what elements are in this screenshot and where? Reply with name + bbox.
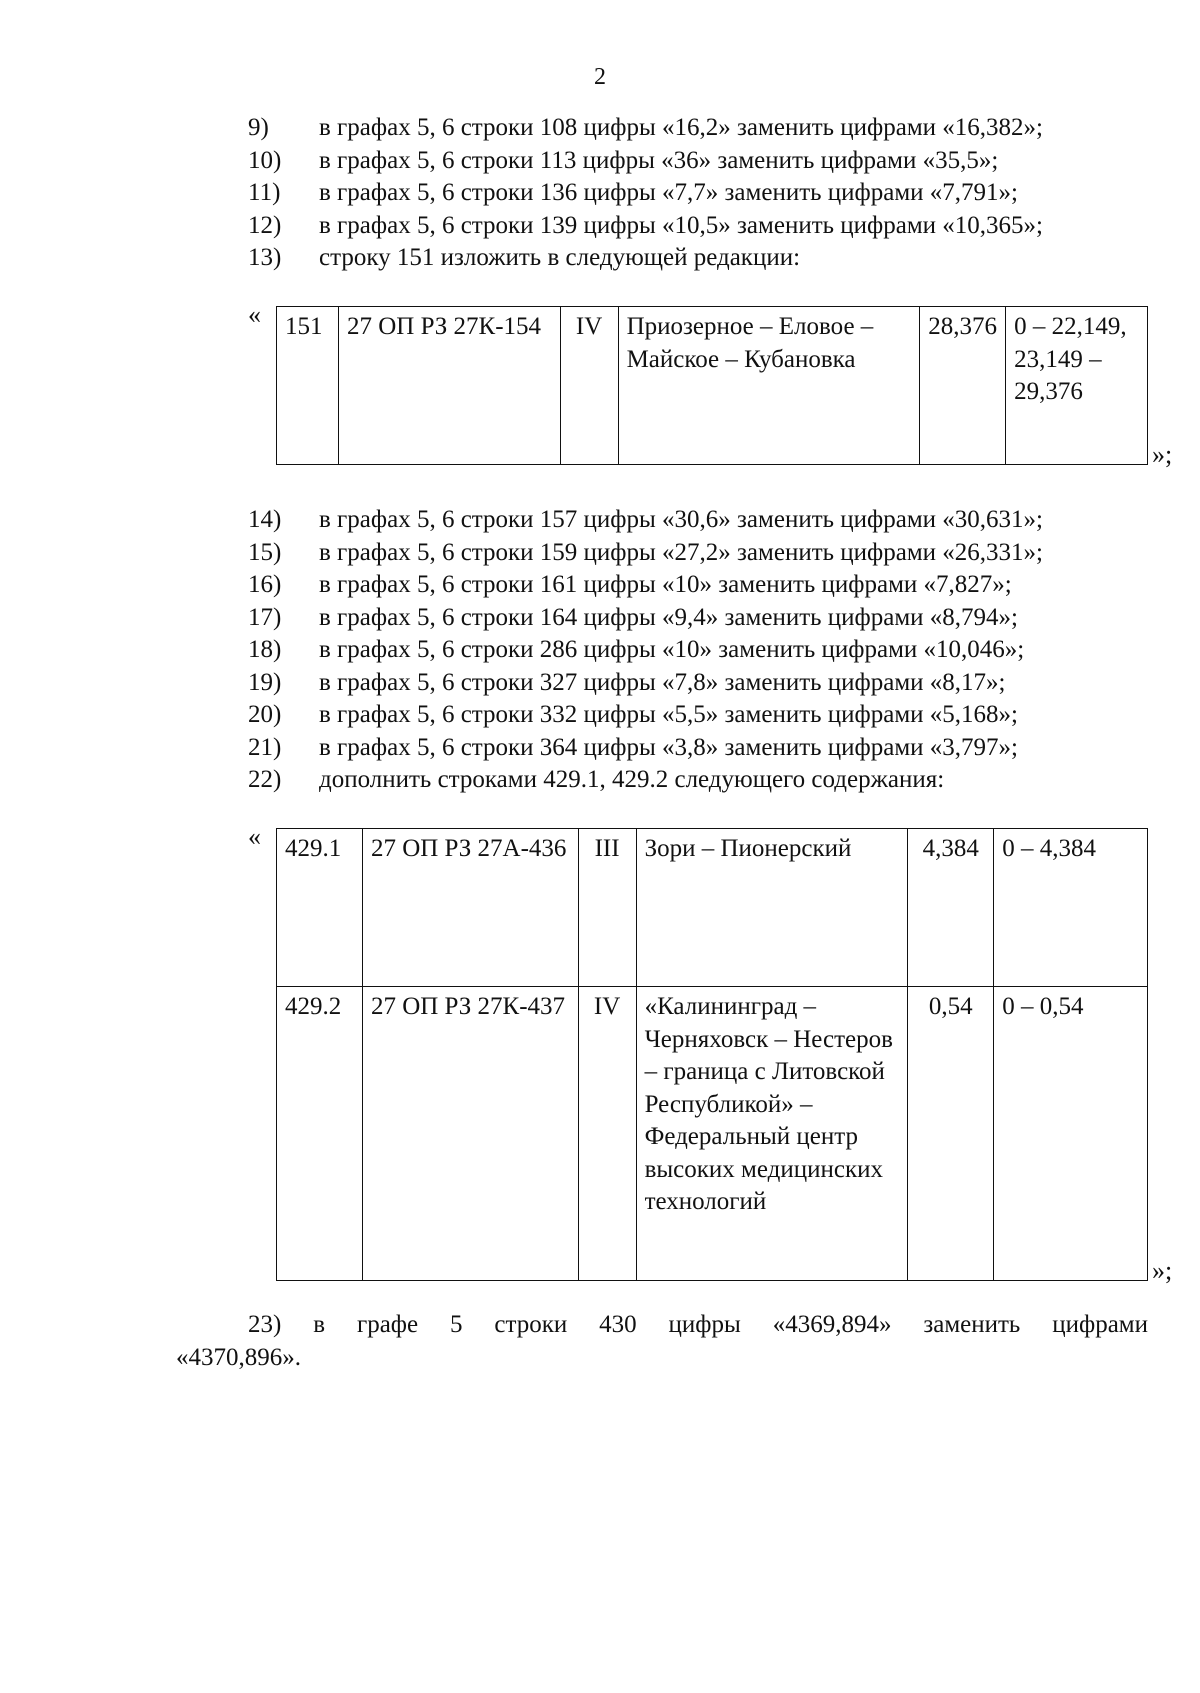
cell-road-name: «Калининград – Черняховск – Нестеров – граница с Литовской Республикой» – Федеральный центр высоких медицинских технологий xyxy=(636,987,908,1281)
cell-length: 4,384 xyxy=(908,829,994,987)
item-text: в графах 5, 6 строки 136 цифры «7,7» заменить цифрами «7,791»; xyxy=(319,179,1018,206)
cell-row-number: 151 xyxy=(277,307,339,465)
cell-category: III xyxy=(578,829,636,987)
item-text: дополнить строками 429.1, 429.2 следующего содержания: xyxy=(319,766,945,793)
table-row xyxy=(277,829,1148,987)
table-row-151 xyxy=(276,306,1148,465)
cell-length: 28,376 xyxy=(920,307,1006,465)
item-number: 17) xyxy=(248,603,282,631)
list-item xyxy=(248,242,1148,275)
list-item xyxy=(248,112,1148,145)
list-item xyxy=(248,145,1148,178)
cell-category: IV xyxy=(560,307,618,465)
list-item xyxy=(248,210,1148,243)
amendment-list-top xyxy=(248,112,1148,275)
table-close-quote: »; xyxy=(1152,1256,1173,1285)
item-number: 20) xyxy=(248,701,282,728)
cell-km-range: 0 – 0,54 xyxy=(994,987,1148,1281)
list-item xyxy=(248,667,1148,700)
item-text: строку 151 изложить в следующей редакции: xyxy=(319,244,801,271)
table-rows-429 xyxy=(276,828,1148,1281)
item-text: в графах 5, 6 строки 113 цифры «36» заменить цифрами «35,5»; xyxy=(319,146,999,174)
item-number: 12) xyxy=(248,211,282,239)
cell-road-name: Приозерное – Еловое – Майское – Кубановка xyxy=(618,307,920,465)
item-number: 18) xyxy=(248,636,282,663)
item-number: 9) xyxy=(248,114,269,141)
item-text: в графах 5, 6 строки 364 цифры «3,8» заменить цифрами «3,797»; xyxy=(319,733,1018,761)
cell-road-code: 27 ОП РЗ 27А-436 xyxy=(362,829,578,987)
cell-category: IV xyxy=(578,987,636,1281)
list-item xyxy=(248,537,1148,570)
cell-row-number: 429.2 xyxy=(277,987,363,1281)
list-item xyxy=(248,504,1148,537)
list-item xyxy=(248,732,1148,765)
item-number: 13) xyxy=(248,244,282,271)
item-text: в графах 5, 6 строки 286 цифры «10» заменить цифрами «10,046»; xyxy=(319,636,1025,663)
item-number: 16) xyxy=(248,571,282,598)
cell-road-code: 27 ОП РЗ 27К-437 xyxy=(362,987,578,1281)
list-item xyxy=(248,569,1148,602)
cell-length: 0,54 xyxy=(908,987,994,1281)
item-number: 21) xyxy=(248,733,282,761)
item-number: 22) xyxy=(248,766,282,793)
item-number: 15) xyxy=(248,538,282,566)
cell-km-range: 0 – 4,384 xyxy=(994,829,1148,987)
list-item xyxy=(248,177,1148,210)
list-item xyxy=(248,634,1148,667)
item-number: 14) xyxy=(248,506,282,533)
page-number: 2 xyxy=(594,64,606,90)
amendment-list-middle xyxy=(248,504,1148,797)
item-number: 19) xyxy=(248,668,282,696)
list-item xyxy=(248,699,1148,732)
table-close-quote: »; xyxy=(1152,440,1173,469)
item-text: в графах 5, 6 строки 327 цифры «7,8» заменить цифрами «8,17»; xyxy=(319,668,1006,696)
table-open-quote: « xyxy=(248,822,261,851)
item-text: в графах 5, 6 строки 108 цифры «16,2» заменить цифрами «16,382»; xyxy=(319,114,1043,141)
item-number: 11) xyxy=(248,179,281,206)
item-text: в графах 5, 6 строки 157 цифры «30,6» заменить цифрами «30,631»; xyxy=(319,506,1043,533)
cell-road-code: 27 ОП РЗ 27К-154 xyxy=(338,307,560,465)
item-text: в графах 5, 6 строки 332 цифры «5,5» заменить цифрами «5,168»; xyxy=(319,701,1018,728)
cell-row-number: 429.1 xyxy=(277,829,363,987)
final-item-line-1: 23) в графе 5 строки 430 цифры «4369,894» заменить цифрами xyxy=(248,1311,1148,1338)
table-row xyxy=(277,987,1148,1281)
list-item xyxy=(248,602,1148,635)
final-item-line-2: «4370,896». xyxy=(176,1344,301,1371)
item-text: в графах 5, 6 строки 159 цифры «27,2» заменить цифрами «26,331»; xyxy=(319,538,1043,566)
table-open-quote: « xyxy=(248,300,261,329)
final-amendment-item xyxy=(176,1308,1148,1374)
item-text: в графах 5, 6 строки 139 цифры «10,5» заменить цифрами «10,365»; xyxy=(319,211,1043,239)
item-text: в графах 5, 6 строки 161 цифры «10» заменить цифрами «7,827»; xyxy=(319,571,1012,598)
cell-road-name: Зори – Пионерский xyxy=(636,829,908,987)
item-number: 10) xyxy=(248,146,282,174)
list-item xyxy=(248,764,1148,797)
cell-km-range: 0 – 22,149, 23,149 – 29,376 xyxy=(1006,307,1148,465)
item-text: в графах 5, 6 строки 164 цифры «9,4» заменить цифрами «8,794»; xyxy=(319,603,1018,631)
table-row xyxy=(277,307,1148,465)
